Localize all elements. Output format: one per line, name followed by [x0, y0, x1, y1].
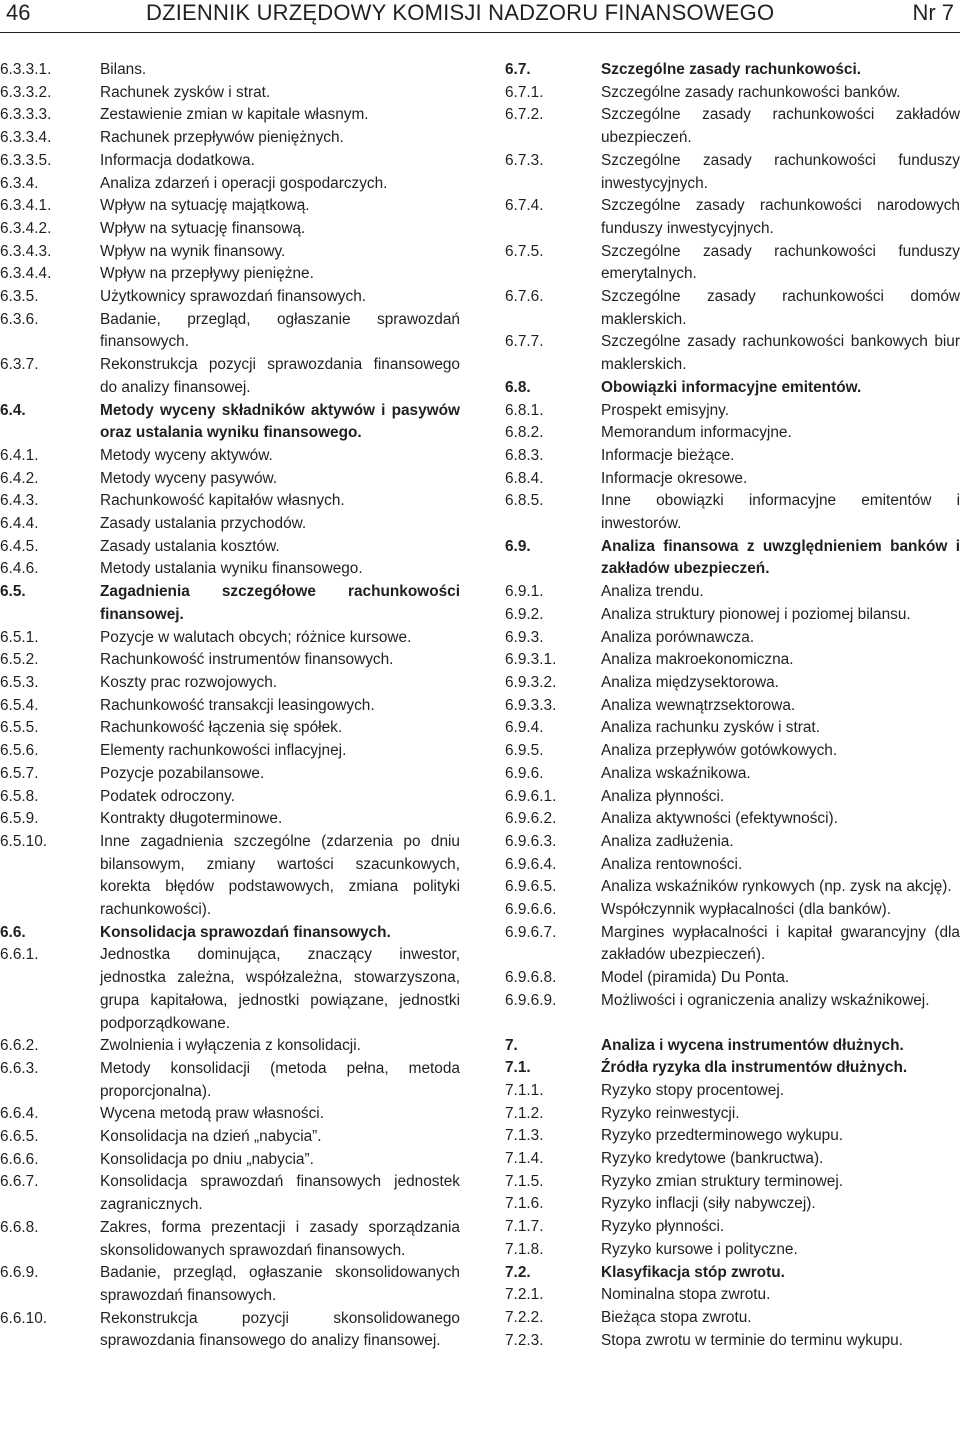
- toc-entry: [0, 127, 460, 150]
- toc-entry: [0, 672, 460, 695]
- entry-text: Pozycje w walutach obcych; różnice kursowe.: [100, 628, 412, 646]
- toc-entry: [505, 1035, 960, 1058]
- entry-number: 6.6.9.: [0, 1264, 39, 1282]
- toc-entry: [0, 513, 460, 536]
- entry-number: 6.4.2.: [0, 469, 39, 487]
- entry-number: 6.6.4.: [0, 1105, 39, 1123]
- entry-text: Analiza porównawcza.: [601, 628, 755, 646]
- entry-number: 7.1.: [505, 1059, 531, 1077]
- entry-number: 6.4.1.: [0, 446, 39, 464]
- entry-number: 6.7.3.: [505, 151, 544, 169]
- entry-text: Możliwości i ograniczenia analizy wskaźnikowej.: [601, 991, 930, 1009]
- toc-entry: [505, 899, 960, 922]
- toc-entry: [0, 104, 460, 127]
- entry-text: Ryzyko inflacji (siły nabywczej).: [601, 1195, 816, 1213]
- toc-entry: [505, 400, 960, 423]
- toc-entry: [505, 331, 960, 376]
- entry-text: Zasady ustalania kosztów.: [100, 537, 280, 555]
- entry-text: Metody wyceny aktywów.: [100, 446, 273, 464]
- toc-entry: [0, 286, 460, 309]
- entry-number: 6.3.3.1.: [0, 61, 52, 78]
- entry-number: 7.2.: [505, 1263, 531, 1281]
- toc-entry: [505, 1125, 960, 1148]
- toc-entry: [505, 990, 960, 1013]
- entry-text: Badanie, przegląd, ogłaszanie sprawozdań finansowych.: [100, 310, 460, 351]
- entry-text: Ryzyko kursowe i polityczne.: [601, 1240, 798, 1258]
- entry-number: 6.9.6.7.: [505, 923, 557, 941]
- entry-text: Konsolidacja po dniu „nabycia”.: [100, 1150, 314, 1168]
- entry-number: 6.7.2.: [505, 106, 544, 124]
- toc-entry: [505, 717, 960, 740]
- entry-number: 6.9.5.: [505, 742, 544, 760]
- entry-text: Rachunkowość instrumentów finansowych.: [100, 651, 394, 669]
- entry-text: Szczególne zasady rachunkowości banków.: [601, 83, 901, 101]
- entry-number: 6.6.3.: [0, 1059, 39, 1077]
- toc-entry: [505, 82, 960, 105]
- entry-text: Metody wyceny pasywów.: [100, 469, 278, 487]
- toc-entry: [0, 763, 460, 786]
- entry-number: 7.1.1.: [505, 1081, 544, 1099]
- entry-number: 6.9.6.1.: [505, 787, 557, 805]
- toc-entry: [0, 1217, 460, 1262]
- entry-number: 6.3.4.3.: [0, 242, 52, 260]
- toc-entry: [0, 82, 460, 105]
- toc-entry: [0, 468, 460, 491]
- toc-entry: [505, 1284, 960, 1307]
- toc-entry: [505, 195, 960, 240]
- entry-text: Konsolidacja sprawozdań finansowych jednostek zagranicznych.: [100, 1173, 460, 1214]
- toc-entry: [0, 195, 460, 218]
- entry-number: 6.9.1.: [505, 583, 544, 601]
- page-header: [0, 0, 960, 30]
- entry-text: Analiza finansowa z uwzględnieniem banków i zakładów ubezpieczeń.: [601, 537, 960, 578]
- entry-number: 6.8.4.: [505, 469, 544, 487]
- entry-number: 6.6.8.: [0, 1218, 39, 1236]
- entry-number: 6.9.3.3.: [505, 696, 557, 714]
- entry-text: Szczególne zasady rachunkowości zakładów ubezpieczeń.: [601, 106, 960, 147]
- toc-entry: [505, 445, 960, 468]
- entry-text: Bieżąca stopa zwrotu.: [601, 1308, 752, 1326]
- entry-number: 6.9.6.4.: [505, 855, 557, 873]
- entry-number: 7.1.4.: [505, 1150, 544, 1168]
- entry-text: Informacje bieżące.: [601, 446, 735, 464]
- toc-entry: [505, 695, 960, 718]
- entry-text: Inne obowiązki informacyjne emitentów i inwestorów.: [601, 492, 960, 533]
- toc-entry: [0, 241, 460, 264]
- entry-number: 6.7.4.: [505, 197, 544, 215]
- entry-text: Analiza aktywności (efektywności).: [601, 810, 838, 828]
- entry-text: Analiza wskaźników rynkowych (np. zysk na akcję).: [601, 878, 952, 896]
- entry-number: 6.5.6.: [0, 742, 39, 760]
- entry-text: Rachunkowość łączenia się spółek.: [100, 719, 343, 737]
- toc-entry: [0, 490, 460, 513]
- entry-number: 6.8.1.: [505, 401, 544, 419]
- toc-entry: [0, 649, 460, 672]
- entry-text: Jednostka dominująca, znaczący inwestor, jednostka zależna, współzależna, stowarzyszona, grupa kapitałowa, jednostki powiązane, jednostki podporządkowane.: [100, 946, 460, 1032]
- entry-number: 7.1.5.: [505, 1172, 544, 1190]
- entry-text: Rekonstrukcja pozycji sprawozdania finansowego do analizy finansowej.: [100, 356, 460, 396]
- entry-text: Metody ustalania wyniku finansowego.: [100, 560, 363, 578]
- entry-number: 6.3.5.: [0, 288, 39, 306]
- toc-entry: [505, 604, 960, 627]
- entry-text: Szczególne zasady rachunkowości funduszy inwestycyjnych.: [601, 151, 960, 192]
- entry-text: Klasyfikacja stóp zwrotu.: [601, 1263, 785, 1281]
- toc-entry: [505, 581, 960, 604]
- entry-number: 6.9.6.5.: [505, 878, 557, 896]
- toc-entry: [505, 922, 960, 967]
- entry-text: Szczególne zasady rachunkowości domów maklerskich.: [601, 288, 960, 328]
- toc-entry: [505, 1057, 960, 1080]
- entry-text: Badanie, przegląd, ogłaszanie skonsolidowanych sprawozdań finansowych.: [100, 1264, 460, 1304]
- entry-text: Ryzyko reinwestycji.: [601, 1104, 740, 1122]
- toc-entry: [0, 944, 460, 1035]
- toc-entry: [505, 490, 960, 535]
- entry-text: Informacja dodatkowa.: [100, 151, 255, 169]
- entry-text: Współczynnik wypłacalności (dla banków).: [601, 901, 891, 919]
- entry-text: Analiza przepływów gotówkowych.: [601, 742, 838, 760]
- entry-text: Rachunek przepływów pieniężnych.: [100, 129, 344, 147]
- toc-entry: [0, 831, 460, 922]
- entry-text: Szczególne zasady rachunkowości bankowych biur maklerskich.: [601, 333, 960, 374]
- entry-text: Nominalna stopa zwrotu.: [601, 1286, 771, 1304]
- entry-text: Analiza płynności.: [601, 787, 725, 805]
- entry-number: 7.2.2.: [505, 1308, 544, 1326]
- toc-entry: [505, 1103, 960, 1126]
- page-number: 46: [6, 0, 31, 25]
- toc-entry: [505, 786, 960, 809]
- entry-number: 6.4.6.: [0, 560, 39, 578]
- entry-number: 6.5.1.: [0, 628, 39, 646]
- entry-number: 6.9.2.: [505, 605, 544, 623]
- entry-number: 6.6.2.: [0, 1037, 39, 1055]
- toc-entry: [0, 263, 460, 286]
- entry-text: Analiza trendu.: [601, 583, 704, 601]
- entry-number: 7.2.1.: [505, 1286, 544, 1304]
- entry-text: Rachunkowość transakcji leasingowych.: [100, 696, 375, 714]
- entry-text: Zakres, forma prezentacji i zasady sporządzania skonsolidowanych sprawozdań finansowych.: [100, 1218, 460, 1259]
- entry-number: 6.9.6.8.: [505, 969, 557, 987]
- toc-entry: [505, 1239, 960, 1262]
- toc-entry: [0, 1103, 460, 1126]
- entry-text: Ryzyko płynności.: [601, 1218, 725, 1236]
- entry-text: Ryzyko zmian struktury terminowej.: [601, 1172, 844, 1190]
- entry-text: Rekonstrukcja pozycji skonsolidowanego sprawozdania finansowego do analizy finansowej.: [100, 1309, 460, 1350]
- toc-entry: [505, 967, 960, 990]
- entry-number: 7.: [505, 1036, 518, 1054]
- entry-number: 6.9.6.3.: [505, 832, 557, 850]
- issue-number: Nr 7: [912, 0, 954, 25]
- entry-number: 7.1.3.: [505, 1127, 544, 1145]
- toc-entry: [0, 581, 460, 626]
- entry-number: 6.6.6.: [0, 1150, 39, 1168]
- toc-entry: [0, 922, 460, 945]
- toc-entry: [0, 400, 460, 445]
- entry-text: Analiza zdarzeń i operacji gospodarczych.: [100, 174, 388, 192]
- toc-entry: [0, 1058, 460, 1103]
- entry-number: 6.3.7.: [0, 356, 39, 374]
- toc-entry: [0, 1171, 460, 1216]
- entry-text: Podatek odroczony.: [100, 787, 235, 805]
- entry-number: 6.5.10.: [0, 832, 48, 850]
- toc-entry: [505, 831, 960, 854]
- entry-text: Analiza rachunku zysków i strat.: [601, 719, 820, 737]
- toc-entry: [0, 1035, 460, 1058]
- toc-entry: [505, 468, 960, 491]
- entry-text: Ryzyko przedterminowego wykupu.: [601, 1127, 844, 1145]
- entry-number: 6.5.4.: [0, 696, 39, 714]
- entry-number: 6.7.6.: [505, 288, 544, 306]
- toc-entry: [505, 1307, 960, 1330]
- toc-entry: [505, 672, 960, 695]
- entry-text: Wycena metodą praw własności.: [100, 1105, 324, 1123]
- entry-number: 6.3.3.2.: [0, 83, 52, 101]
- entry-number: 6.7.7.: [505, 333, 544, 351]
- toc-entry: [505, 1193, 960, 1216]
- entry-number: 6.5.9.: [0, 810, 39, 828]
- entry-text: Szczególne zasady rachunkowości funduszy emerytalnych.: [601, 242, 960, 283]
- toc-entry: [0, 558, 460, 581]
- toc-entry: [505, 1330, 960, 1353]
- entry-number: 6.4.3.: [0, 492, 39, 510]
- entry-number: 7.1.6.: [505, 1195, 544, 1213]
- entry-text: Zestawienie zmian w kapitale własnym.: [100, 106, 369, 124]
- entry-text: Margines wypłacalności i kapitał gwarancyjny (dla zakładów ubezpieczeń).: [601, 923, 960, 964]
- header-rule: [0, 32, 960, 33]
- toc-entry: [505, 377, 960, 400]
- toc-entry: [0, 808, 460, 831]
- entry-text: Analiza makroekonomiczna.: [601, 651, 794, 669]
- entry-number: 6.9.6.2.: [505, 810, 557, 828]
- entry-text: Analiza międzysektorowa.: [601, 673, 779, 691]
- entry-number: 6.9.3.: [505, 628, 544, 646]
- entry-number: 6.3.4.1.: [0, 197, 52, 215]
- entry-number: 6.5.2.: [0, 651, 39, 669]
- toc-entry: [0, 717, 460, 740]
- toc-entry: [0, 150, 460, 173]
- toc-entry: [505, 1080, 960, 1103]
- entry-number: 6.8.2.: [505, 424, 544, 442]
- entry-number: 6.9.3.2.: [505, 673, 557, 691]
- entry-number: 6.9.6.9.: [505, 991, 557, 1009]
- entry-text: Wpływ na sytuację majątkową.: [100, 197, 310, 215]
- entry-number: 6.8.: [505, 378, 531, 396]
- entry-text: Metody konsolidacji (metoda pełna, metoda proporcjonalna).: [100, 1059, 460, 1100]
- entry-number: 6.4.4.: [0, 515, 39, 533]
- entry-number: 6.6.1.: [0, 946, 39, 964]
- entry-text: Analiza rentowności.: [601, 855, 743, 873]
- toc-entry: [505, 150, 960, 195]
- entry-number: 6.6.10.: [0, 1309, 48, 1327]
- toc-entry: [505, 286, 960, 331]
- entry-text: Wpływ na sytuację finansową.: [100, 219, 306, 237]
- entry-text: Konsolidacja na dzień „nabycia”.: [100, 1128, 322, 1146]
- entry-text: Szczególne zasady rachunkowości narodowych funduszy inwestycyjnych.: [601, 197, 960, 237]
- entry-text: Użytkownicy sprawozdań finansowych.: [100, 288, 367, 306]
- entry-text: Analiza wskaźnikowa.: [601, 764, 751, 782]
- toc-entry: [505, 876, 960, 899]
- entry-text: Zasady ustalania przychodów.: [100, 515, 307, 533]
- left-column: [0, 59, 460, 1353]
- entry-number: 6.7.5.: [505, 242, 544, 260]
- entry-number: 6.9.6.: [505, 764, 544, 782]
- toc-entry: [0, 445, 460, 468]
- toc-entry: [0, 786, 460, 809]
- entry-text: Metody wyceny składników aktywów i pasywów oraz ustalania wyniku finansowego.: [100, 401, 460, 442]
- journal-title: DZIENNIK URZĘDOWY KOMISJI NADZORU FINANSOWEGO: [146, 0, 775, 25]
- entry-number: 7.1.8.: [505, 1240, 544, 1258]
- entry-number: 6.5.7.: [0, 764, 39, 782]
- toc-entry: [505, 1171, 960, 1194]
- entry-text: Stopa zwrotu w terminie do terminu wykupu.: [601, 1331, 903, 1349]
- entry-text: Koszty prac rozwojowych.: [100, 673, 278, 691]
- entry-number: 6.3.6.: [0, 310, 39, 328]
- entry-text: Zagadnienia szczegółowe rachunkowości finansowej.: [100, 583, 460, 623]
- toc-entry: [505, 649, 960, 672]
- entry-number: 6.7.1.: [505, 83, 544, 101]
- entry-number: 7.1.2.: [505, 1104, 544, 1122]
- toc-entry: [0, 309, 460, 354]
- entry-text: Wpływ na wynik finansowy.: [100, 242, 286, 260]
- entry-number: 6.5.3.: [0, 673, 39, 691]
- entry-number: 7.2.3.: [505, 1331, 544, 1349]
- entry-number: 6.5.5.: [0, 719, 39, 737]
- entry-number: 6.6.: [0, 923, 26, 941]
- entry-number: 6.4.: [0, 401, 26, 419]
- entry-text: Bilans.: [100, 61, 147, 78]
- right-column: [505, 59, 960, 1352]
- entry-text: Kontrakty długoterminowe.: [100, 810, 283, 828]
- entry-number: 6.3.3.5.: [0, 151, 52, 169]
- entry-text: Analiza i wycena instrumentów dłużnych.: [601, 1036, 904, 1054]
- toc-entry: [505, 241, 960, 286]
- entry-text: Ryzyko kredytowe (bankructwa).: [601, 1150, 824, 1168]
- entry-text: Konsolidacja sprawozdań finansowych.: [100, 923, 391, 941]
- entry-number: 6.3.3.3.: [0, 106, 52, 124]
- entry-text: Pozycje pozabilansowe.: [100, 764, 265, 782]
- entry-text: Analiza struktury pionowej i poziomej bilansu.: [601, 605, 911, 623]
- entry-text: Szczególne zasady rachunkowości.: [601, 61, 862, 78]
- entry-number: 6.4.5.: [0, 537, 39, 555]
- entry-number: 6.3.4.4.: [0, 265, 52, 283]
- toc-entry: [0, 1149, 460, 1172]
- entry-text: Memorandum informacyjne.: [601, 424, 792, 442]
- toc-entry: [505, 740, 960, 763]
- toc-entry: [0, 1308, 460, 1353]
- entry-number: 6.6.5.: [0, 1128, 39, 1146]
- entry-number: 6.3.4.2.: [0, 219, 52, 237]
- entry-number: 6.5.8.: [0, 787, 39, 805]
- entry-text: Analiza zadłużenia.: [601, 832, 734, 850]
- toc-entry: [0, 1126, 460, 1149]
- toc-entry: [0, 740, 460, 763]
- entry-number: 7.1.7.: [505, 1218, 544, 1236]
- toc-entry: [0, 173, 460, 196]
- toc-entry: [505, 104, 960, 149]
- toc-entry: [505, 808, 960, 831]
- toc-entry: [505, 1148, 960, 1171]
- entry-number: 6.9.6.6.: [505, 901, 557, 919]
- toc-entry: [0, 59, 460, 82]
- entry-text: Informacje okresowe.: [601, 469, 748, 487]
- entry-text: Model (piramida) Du Ponta.: [601, 969, 790, 987]
- entry-text: Obowiązki informacyjne emitentów.: [601, 378, 862, 396]
- toc-entry: [505, 1216, 960, 1239]
- entry-text: Rachunkowość kapitałów własnych.: [100, 492, 345, 510]
- toc-entry: [0, 627, 460, 650]
- toc-entry: [505, 763, 960, 786]
- toc-entry: [505, 59, 960, 82]
- toc-entry: [505, 854, 960, 877]
- entry-number: 6.9.: [505, 537, 531, 555]
- toc-entry: [0, 536, 460, 559]
- toc-entry: [505, 422, 960, 445]
- entry-text: Zwolnienia i wyłączenia z konsolidacji.: [100, 1037, 361, 1055]
- entry-number: 6.8.3.: [505, 446, 544, 464]
- entry-text: Źródła ryzyka dla instrumentów dłużnych.: [601, 1059, 908, 1077]
- entry-text: Rachunek zysków i strat.: [100, 83, 271, 101]
- entry-text: Inne zagadnienia szczególne (zdarzenia po dniu bilansowym, zmiany wartości szacunkowych, korekta błędów podstawowych, zmiana polityki rachunkowości).: [100, 832, 460, 919]
- entry-number: 6.9.4.: [505, 719, 544, 737]
- entry-number: 6.3.4.: [0, 174, 39, 192]
- entry-text: Ryzyko stopy procentowej.: [601, 1081, 785, 1099]
- entry-number: 6.9.3.1.: [505, 651, 557, 669]
- toc-entry: [505, 1262, 960, 1285]
- toc-entry: [0, 1262, 460, 1307]
- toc-entry: [505, 536, 960, 581]
- entry-text: Wpływ na przepływy pieniężne.: [100, 265, 314, 283]
- entry-text: Prospekt emisyjny.: [601, 401, 730, 419]
- entry-number: 6.5.: [0, 583, 26, 601]
- toc-entry: [505, 627, 960, 650]
- toc-entry: [0, 695, 460, 718]
- entry-number: 6.3.3.4.: [0, 129, 52, 147]
- entry-number: 6.6.7.: [0, 1173, 39, 1191]
- entry-text: Analiza wewnątrzsektorowa.: [601, 696, 796, 714]
- toc-entry: [0, 354, 460, 399]
- entry-number: 6.8.5.: [505, 492, 544, 510]
- entry-text: Elementy rachunkowości inflacyjnej.: [100, 742, 347, 760]
- toc-entry: [0, 218, 460, 241]
- entry-number: 6.7.: [505, 61, 531, 78]
